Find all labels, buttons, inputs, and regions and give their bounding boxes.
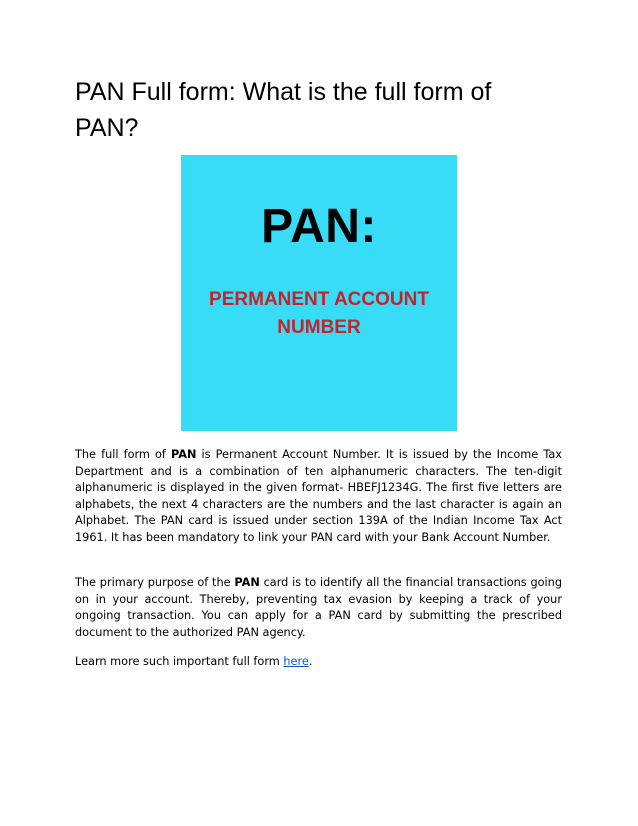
paragraph-learn-more [75, 654, 562, 671]
paragraph-purpose-intro: The primary purpose of the [75, 576, 235, 589]
here-link[interactable]: here [283, 655, 309, 668]
learn-more-end: . [308, 655, 313, 668]
banner-headline: PAN: [261, 200, 377, 253]
paragraph-purpose [75, 575, 562, 641]
learn-more-text: Learn more such important full form [75, 655, 284, 668]
paragraph-definition-term: PAN [171, 448, 197, 461]
paragraph-purpose-term: PAN [234, 576, 260, 589]
paragraph-definition-intro: The full form of [75, 448, 171, 461]
paragraph-purpose-rest: card is to identify all the financial transactions going on in your account. Thereby, preventing tax evasion by keeping a track of your ongoing transaction. You can apply for a PAN card by submitting the prescribed document to the authorized PAN agency. [75, 576, 562, 639]
pan-banner-image [181, 155, 457, 431]
paragraph-definition [75, 447, 562, 546]
banner-subtitle [181, 286, 457, 342]
banner-subtitle-line2: NUMBER [277, 317, 361, 338]
paragraph-definition-rest: is Permanent Account Number. It is issued by the Income Tax Department and is a combination of ten alphanumeric characters. The ten-digit alphanumeric is displayed in the given format- HBEFJ1234G. The first five letters are alphabets, the next 4 characters are the numbers and the last character is again an Alphabet. The PAN card is issued under section 139A of the Indian Income Tax Act 1961. It has been mandatory to link your PAN card with your Bank Account Number. [75, 448, 562, 544]
page-title: PAN Full form: What is the full form of PAN? [75, 78, 492, 142]
banner-subtitle-line1: PERMANENT ACCOUNT [209, 289, 429, 310]
